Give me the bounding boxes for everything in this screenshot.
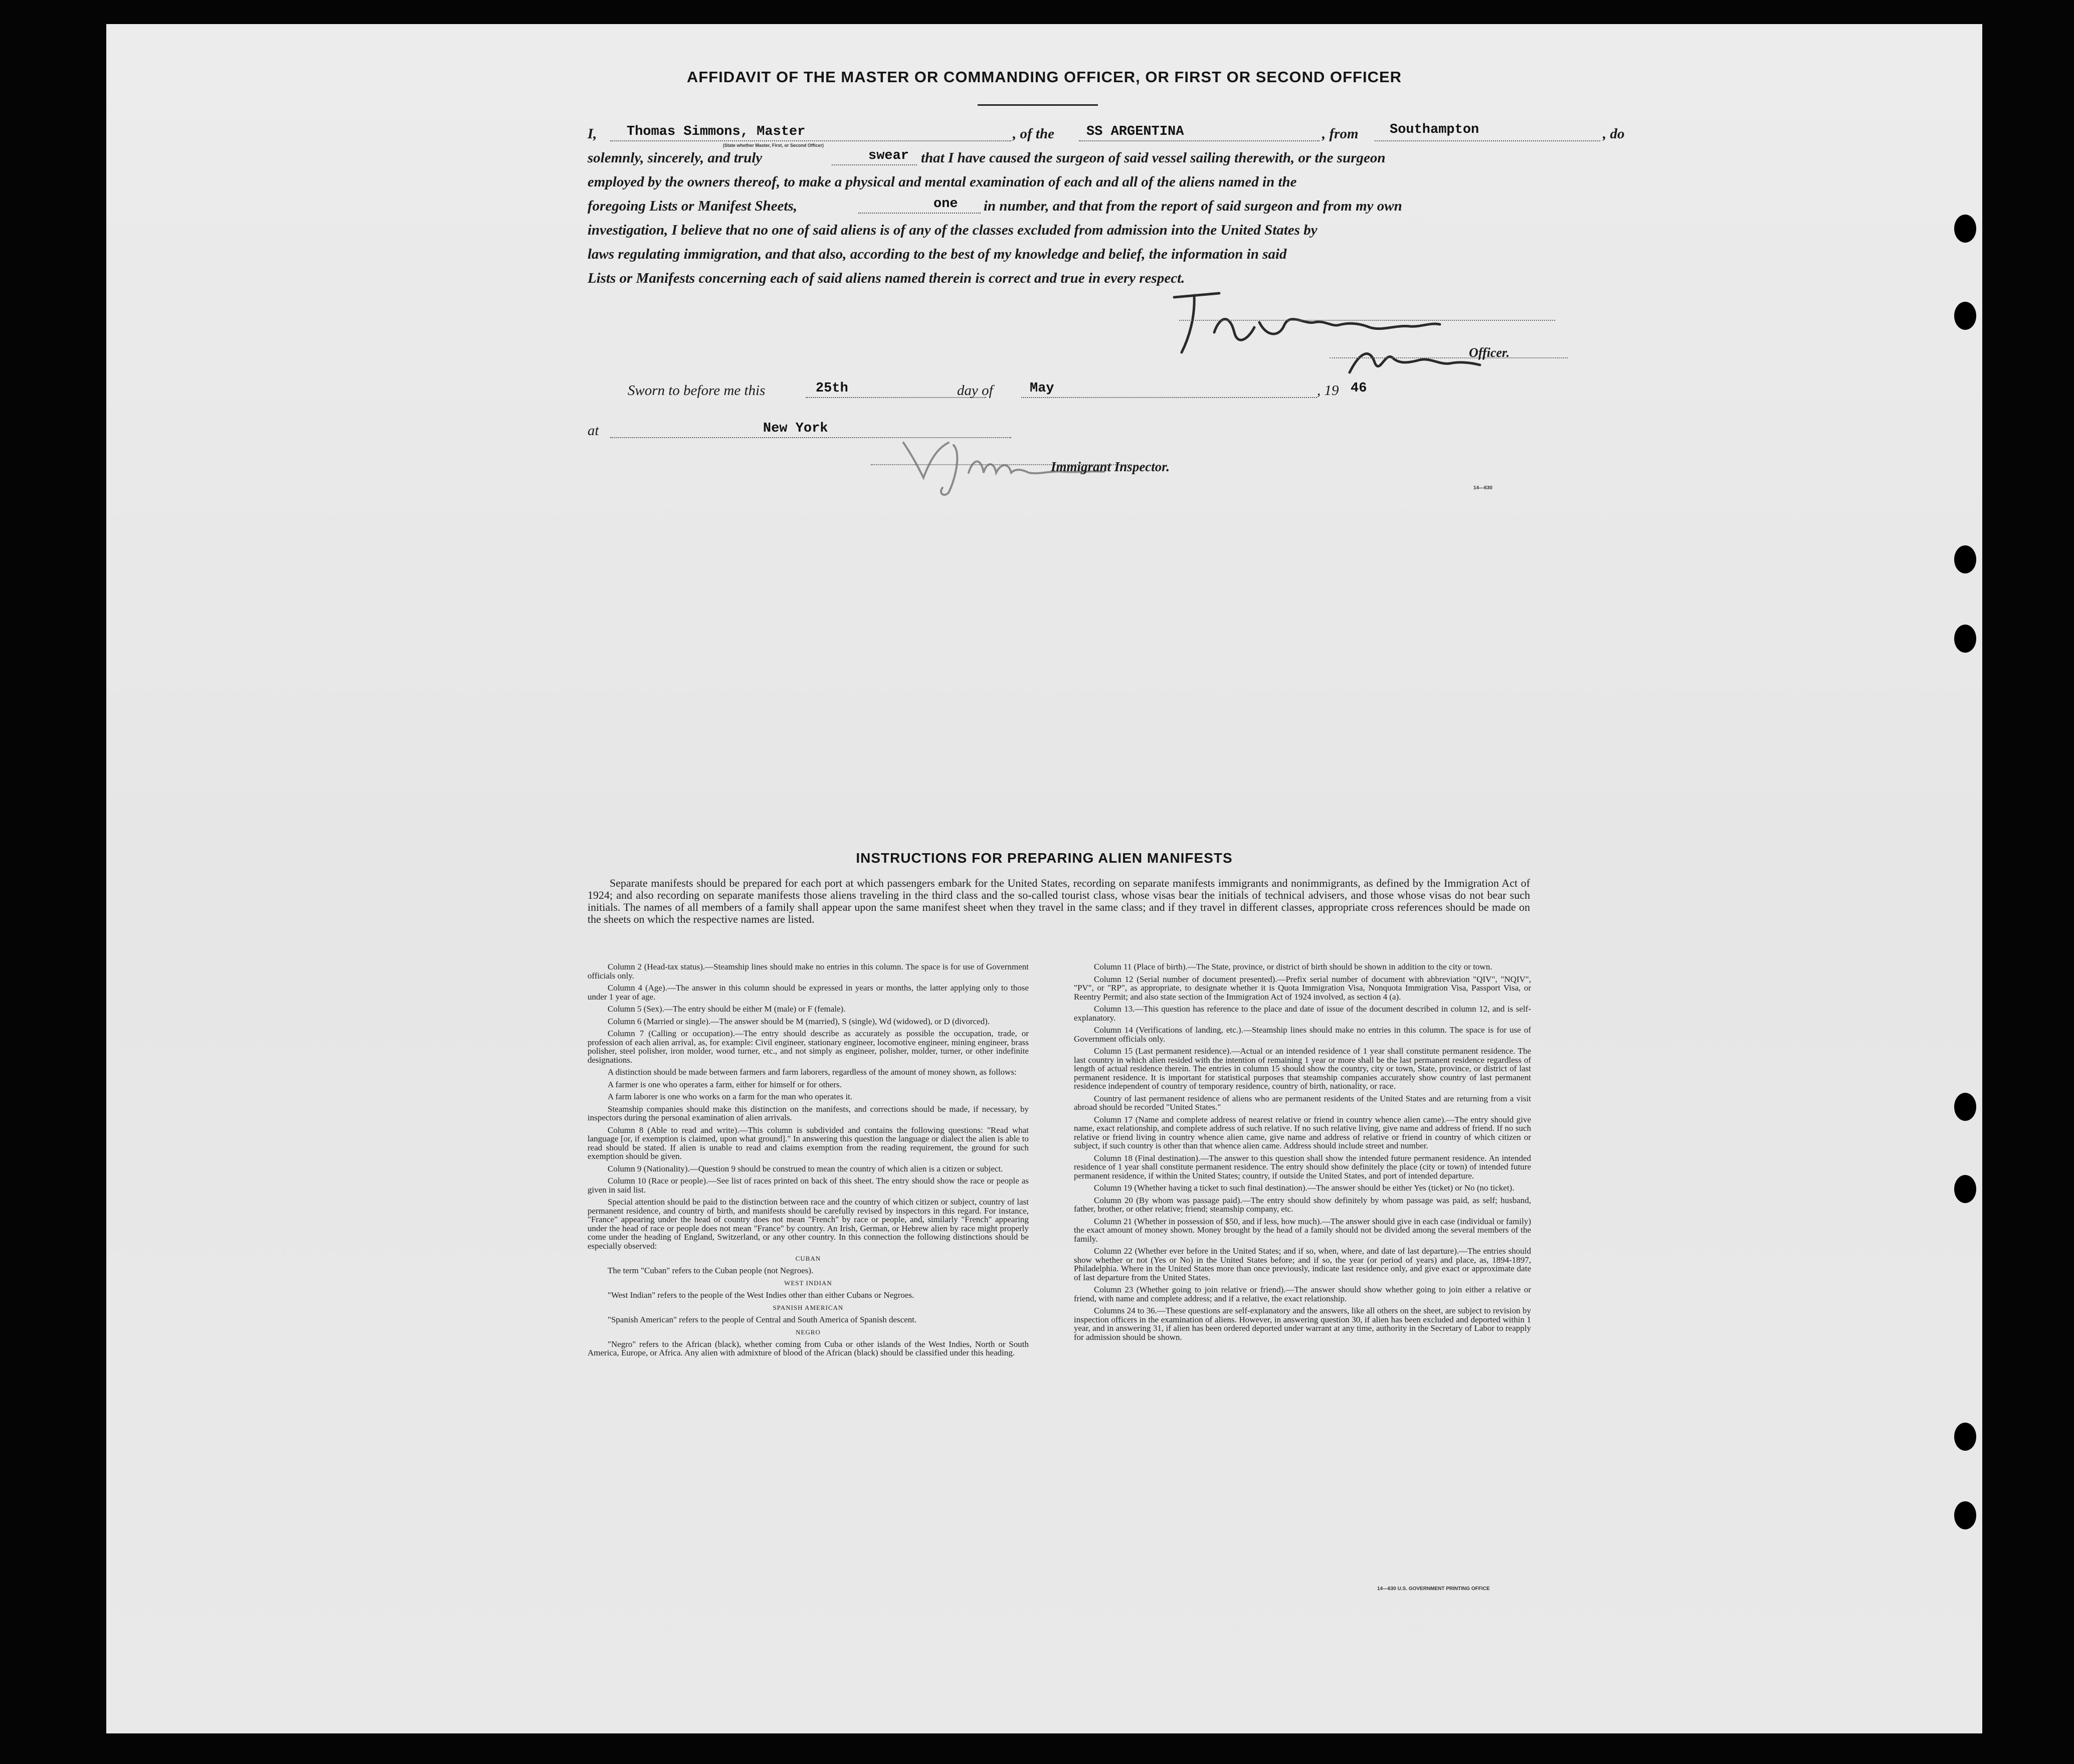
line1-do: , do	[1603, 126, 1625, 142]
instructions-intro: Separate manifests should be prepared for each port at which passengers embark for the United States, recording on separate manifests immigrants and nonimmigrants, as defined by the Immigration Act of 1924; and also recording on separate manifests those aliens traveling in the third class and the so-called tourist class, whose visas bear the initials of technical advisers, and those whose visas do not bear such initials. The names of all members of a family shall appear upon the same manifest sheet when they travel in the same class; and if they travel in different classes, appropriate cross references should be made on the sheets on which the respective names are listed.	[588, 877, 1530, 925]
footer-code: 14—630 U.S. GOVERNMENT PRINTING OFFICE	[1377, 1586, 1490, 1592]
oath-dots	[832, 164, 917, 165]
left-paragraph: Special attention should be paid to the distinction between race and the country of which citizen or subject, country of last permanent residence, and country of birth, and manifests should be carefully revised by inspectors in this regard. For instance, "France" appearing under the head of country does not mean "French" by race or people, and, similarly "French" appearing under the head of race or people does not mean "France" by country. An Irish, German, or Hebrew alien by race might properly come under the heading of England, Switzerland, or any other country. In this connection the following distinctions should be especially observed:	[588, 1197, 1029, 1251]
cuban-definition: The term "Cuban" refers to the Cuban people (not Negroes).	[608, 1265, 814, 1275]
right-paragraph: Column 19 (Whether having a ticket to such final destination).—The answer should be either Yes (ticket) or No (no ticket).	[1094, 1183, 1515, 1193]
sworn-month: May	[1030, 381, 1054, 396]
instructions-right-column	[1074, 962, 1531, 1345]
day-of: day of	[957, 382, 993, 399]
right-paragraph: Column 23 (Whether going to join relative or friend).—The answer should show whether going to join either a relative or friend, with name and complete address; and if a relative, the exact relationship.	[1074, 1285, 1531, 1303]
line2-a: solemnly, sincerely, and truly	[588, 150, 763, 166]
master-sigline	[1179, 320, 1555, 321]
punch-hole	[1954, 625, 1976, 653]
punch-hole	[1954, 1501, 1976, 1529]
west-indian-definition: "West Indian" refers to the people of the West Indies other than either Cubans or Negroes.	[608, 1290, 914, 1300]
rank-caption: (State whether Master, First, or Second Officer)	[723, 143, 824, 148]
left-paragraph: Column 4 (Age).—The answer in this column should be expressed in years or months, the latter applying only to those under 1 year of age.	[588, 983, 1029, 1002]
instructions-title: INSTRUCTIONS FOR PREPARING ALIEN MANIFESTS	[856, 850, 1233, 866]
form-code: 14—630	[1473, 485, 1492, 491]
line4-a: foregoing Lists or Manifest Sheets,	[588, 198, 798, 214]
title-rule	[978, 104, 1098, 106]
left-paragraph: Column 9 (Nationality).—Question 9 should be construed to mean the country of which alien is a citizen or subject.	[608, 1163, 1003, 1173]
port-dots	[1375, 140, 1600, 141]
right-paragraph: Column 12 (Serial number of document presented).—Prefix serial number of document with abbreviation "QIV", "NQIV", "PV", or "RP", as appropriate, to designate whether it is Quota Immigration Visa, Nonquota Immigration Visa, Passport Visa, or Reentry Permit; and also state section of the Immigration Act of 1924 involved, as section 4 (a).	[1074, 974, 1531, 1002]
left-paragraph: A distinction should be made between farmers and farm laborers, regardless of the amount of money shown, as follows:	[608, 1067, 1017, 1077]
left-paragraph: Column 6 (Married or single).—The answer should be M (married), S (single), Wd (widowed), or D (divorced).	[608, 1016, 990, 1026]
sworn-place: New York	[763, 421, 828, 436]
line6: laws regulating immigration, and that also, according to the best of my knowledge and belief, the information in said	[588, 246, 1287, 262]
inspector-label: Immigrant Inspector.	[1051, 459, 1170, 474]
right-paragraph: Country of last permanent residence of aliens who are permanent residents of the United States and are returning from a visit abroad should be recorded "United States."	[1074, 1093, 1531, 1112]
right-paragraph: Column 11 (Place of birth).—The State, province, or district of birth should be shown in addition to the city or town.	[1094, 962, 1492, 971]
negro-definition: "Negro" refers to the African (black), whether coming from Cuba or other islands of the West Indies, North or South America, Europe, or Africa. Any alien with admixture of blood of the African (black) should be classified under this heading.	[588, 1339, 1029, 1357]
left-paragraph: Column 7 (Calling or occupation).—The entry should describe as accurately as possible the occupation, trade, or profession of each alien arrival, as, for example: Civil engineer, stationary engineer, locomotive engineer, mining engineer, brass polisher, steel polisher, iron molder, wood turner, etc., and not simply as engineer, polisher, molder, turner, or other indefinite designations.	[588, 1029, 1029, 1065]
punch-hole	[1954, 215, 1976, 243]
punch-hole	[1954, 1423, 1976, 1451]
sheet-count: one	[933, 197, 958, 212]
instructions-left-column	[588, 962, 1029, 1361]
heading-west-indian: WEST INDIAN	[784, 1279, 832, 1287]
vessel-dots	[1079, 140, 1319, 141]
rank-sigline	[1330, 357, 1568, 358]
right-paragraph: Column 13.—This question has reference to the place and date of issue of the document described in column 12, and is self-explanatory.	[1074, 1004, 1531, 1023]
departure-port: Southampton	[1390, 122, 1479, 137]
line5: investigation, I believe that no one of said aliens is of any of the classes excluded from admission into the United States by	[588, 222, 1317, 238]
right-paragraph: Column 15 (Last permanent residence).—Actual or an intended residence of 1 year shall constitute permanent residence. The last country in which alien resided with the intention of remaining 1 year or more shall be the last permanent residence regardless of length of actual residence therein. The entries in column 15 should show the country, city or town, State, province, or district of last permanent residence. It is important for statistical purposes that steamship companies accurately show country of last permanent residence independent of country of temporary residence, country of birth, nationality, or race.	[1074, 1046, 1531, 1091]
left-paragraph: Column 10 (Race or people).—See list of races printed on back of this sheet. The entry should show the race or people as given in said list.	[588, 1176, 1029, 1195]
line7: Lists or Manifests concerning each of said aliens named therein is correct and true in every respect.	[588, 270, 1185, 286]
punch-hole	[1954, 1093, 1976, 1121]
oath-word: swear	[868, 148, 909, 163]
count-dots	[858, 213, 981, 214]
punch-hole	[1954, 545, 1976, 573]
at-label: at	[588, 423, 599, 439]
manifest-sheet	[106, 24, 1982, 1733]
master-signature	[1159, 277, 1600, 377]
sworn-year: 46	[1351, 381, 1367, 396]
heading-cuban: CUBAN	[795, 1255, 821, 1262]
line1-from: , from	[1322, 126, 1359, 142]
heading-negro: NEGRO	[796, 1328, 821, 1336]
line1-i: I,	[588, 126, 597, 142]
sworn-day: 25th	[816, 381, 848, 396]
month-dots	[1021, 397, 1317, 398]
left-paragraph: Column 5 (Sex).—The entry should be either M (male) or F (female).	[608, 1004, 846, 1014]
name-dots	[610, 140, 1011, 141]
officer-name: Thomas Simmons, Master	[627, 124, 806, 139]
right-paragraph: Column 18 (Final destination).—The answer to this question shall show the intended future permanent residence. An intended residence of 1 year shall constitute permanent residence. The entry should show definitely the place (city or town) of intended future permanent residence, if within the United States; country, if outside the United States, and port of intended departure.	[1074, 1153, 1531, 1181]
left-paragraph: A farm laborer is one who works on a farm for the man who operates it.	[608, 1092, 853, 1101]
sworn-text: Sworn to before me this	[628, 382, 766, 399]
affidavit-title: AFFIDAVIT OF THE MASTER OR COMMANDING OFFICER, OR FIRST OR SECOND OFFICER	[686, 68, 1402, 86]
line4-b: in number, and that from the report of said surgeon and from my own	[984, 198, 1402, 214]
line1-of-the: , of the	[1013, 126, 1054, 142]
year-prefix: , 19	[1317, 382, 1339, 399]
vessel-name: SS ARGENTINA	[1086, 124, 1184, 139]
left-paragraph: Column 2 (Head-tax status).—Steamship lines should make no entries in this column. The space is for use of Government officials only.	[588, 962, 1029, 981]
officer-label: Officer.	[1469, 345, 1510, 360]
line3: employed by the owners thereof, to make a physical and mental examination of each and all of the aliens named in the	[588, 174, 1297, 190]
punch-hole	[1954, 302, 1976, 330]
left-paragraph: Steamship companies should make this distinction on the manifests, and corrections should be made, if necessary, by inspectors during the personal examination of alien arrivals.	[588, 1104, 1029, 1122]
right-paragraph: Column 17 (Name and complete address of nearest relative or friend in country whence alien came).—The entry should give name, exact relationship, and complete address of such relative. If no such relative living, give name and address of friend. If no such relative or friend living in country whence alien came, give name and address of relative or friend in country of which citizen or subject, if such country is other than that whence alien came. Address should include street and number.	[1074, 1114, 1531, 1150]
left-paragraph: A farmer is one who operates a farm, either for himself or for others.	[608, 1079, 842, 1089]
left-paragraph: Column 8 (Able to read and write).—This column is subdivided and contains the following questions: "Read what language [or, if exemption is claimed, upon what ground]." In answering this question the language or dialect the alien is able to read should be stated. If alien is unable to read and claims exemption from the reading requirement, the ground for such exemption should be given.	[588, 1125, 1029, 1161]
spanish-american-definition: "Spanish American" refers to the people of Central and South America of Spanish descent.	[608, 1314, 917, 1324]
right-paragraph: Column 21 (Whether in possession of $50, and if less, how much).—The answer should give in each case (individual or family) the exact amount of money shown. Money brought by the head of a family should not be divided among the several members of the family.	[1074, 1216, 1531, 1244]
right-paragraph: Column 14 (Verifications of landing, etc.).—Steamship lines should make no entries in this column. The space is for use of Government officials only.	[1074, 1025, 1531, 1044]
line2-b: that I have caused the surgeon of said vessel sailing therewith, or the surgeon	[921, 150, 1386, 166]
right-paragraph: Columns 24 to 36.—These questions are self-explanatory and the answers, like all others on the sheet, are subject to revision by inspection officers in the examination of aliens. However, in answering question 30, if alien has been excluded and deported within 1 year, and in answering 31, if alien has been ordered deported under warrant at any time, authority in the Secretary of Labor to reapply for admission should be shown.	[1074, 1306, 1531, 1342]
right-paragraph: Column 20 (By whom was passage paid).—The entry should show definitely by whom passage was paid, as self; husband, father, brother, or other relative; friend; steamship company, etc.	[1074, 1195, 1531, 1214]
heading-spanish-american: SPANISH AMERICAN	[773, 1304, 844, 1311]
punch-hole	[1954, 1175, 1976, 1203]
right-paragraph: Column 22 (Whether ever before in the United States; and if so, when, where, and date of last departure).—The entries should show whether or not (Yes or No) in the United States before; and if so, the year (or period of years) and place, as, 1894-1897, Philadelphia. Where in the United States more than once previously, indicate last residence only, and give exact or approximate date of last departure from the United States.	[1074, 1246, 1531, 1282]
